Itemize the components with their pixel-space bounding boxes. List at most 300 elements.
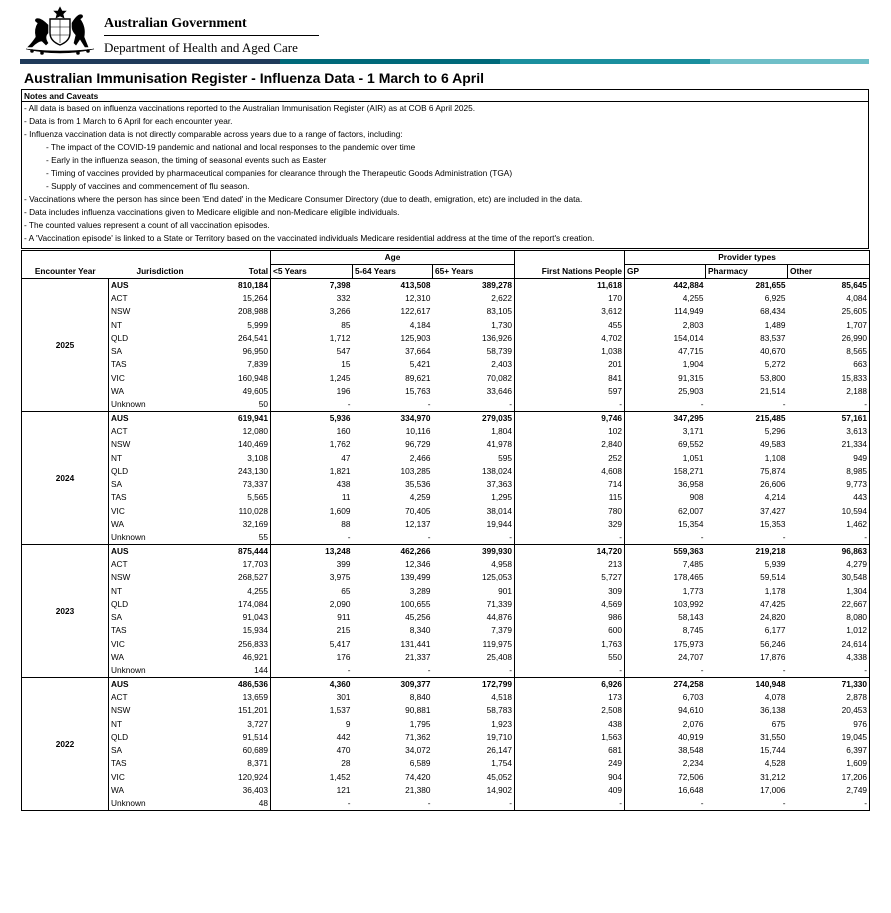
jurisdiction-cell: WA bbox=[109, 518, 212, 531]
first-nations-cell: 904 bbox=[515, 771, 625, 784]
age-5-64-cell: 8,340 bbox=[409, 625, 431, 636]
gp-cell: 3,171 bbox=[625, 425, 706, 438]
pharmacy-cell: 281,655 bbox=[706, 279, 788, 293]
age-65-plus-cell: 33,646 bbox=[486, 385, 513, 396]
total-cell: 15,934 bbox=[242, 625, 268, 636]
header-spacer bbox=[212, 251, 271, 265]
jurisdiction-cell: AUS bbox=[109, 279, 212, 293]
pharmacy-cell: 6,925 bbox=[764, 293, 786, 304]
age-65-plus-cell: 19,710 bbox=[486, 731, 513, 742]
gp-cell: 69,552 bbox=[625, 438, 706, 451]
age-5-64-cell: 71,362 bbox=[405, 731, 431, 742]
header-color-strip bbox=[20, 59, 869, 64]
gp-cell: - bbox=[625, 398, 706, 412]
note-line: - Influenza vaccination data is not directly comparable across years due to a range of factors, including: bbox=[24, 129, 403, 140]
first-nations-cell: 213 bbox=[515, 558, 625, 571]
age-65-plus-cell: 389,278 bbox=[433, 279, 515, 293]
first-nations-cell: - bbox=[515, 398, 625, 412]
total-cell: 160,948 bbox=[238, 372, 268, 383]
age-65-plus-cell: 44,876 bbox=[486, 612, 513, 623]
table-row bbox=[22, 558, 870, 571]
table-row bbox=[22, 757, 870, 770]
total-cell: 243,130 bbox=[238, 465, 268, 476]
under-5-cell: - bbox=[271, 664, 353, 678]
age-65-plus-cell: 41,978 bbox=[486, 439, 513, 450]
other-cell: 1,304 bbox=[788, 585, 870, 598]
col-gp: GP bbox=[625, 265, 706, 279]
gp-cell: 6,703 bbox=[625, 691, 706, 704]
table-row bbox=[22, 545, 870, 559]
coat-of-arms-logo bbox=[20, 5, 100, 57]
jurisdiction-cell: QLD bbox=[109, 731, 212, 744]
gp-cell: 8,745 bbox=[625, 624, 706, 637]
first-nations-cell: - bbox=[515, 797, 625, 811]
under-5-cell: 5,417 bbox=[271, 638, 353, 651]
other-cell: 1,462 bbox=[788, 518, 870, 531]
gp-cell: - bbox=[625, 664, 706, 678]
table-row bbox=[22, 412, 870, 426]
pharmacy-cell: 17,876 bbox=[760, 651, 786, 662]
gp-cell: - bbox=[625, 531, 706, 545]
total-cell: 8,371 bbox=[247, 758, 268, 769]
total-cell: 3,108 bbox=[247, 452, 268, 463]
other-cell: 443 bbox=[788, 491, 870, 504]
table-row bbox=[22, 624, 870, 637]
first-nations-cell: 115 bbox=[515, 491, 625, 504]
pharmacy-cell: 215,485 bbox=[706, 412, 788, 426]
pharmacy-cell: 37,427 bbox=[760, 505, 786, 516]
age-65-plus-cell: 125,053 bbox=[482, 572, 513, 583]
other-cell: - bbox=[788, 531, 870, 545]
age-5-64-cell: 10,116 bbox=[405, 426, 431, 437]
age-65-plus-cell: 1,923 bbox=[491, 718, 513, 729]
jurisdiction-cell: VIC bbox=[109, 505, 212, 518]
gp-cell: 2,234 bbox=[625, 757, 706, 770]
other-cell: 71,330 bbox=[788, 678, 870, 692]
age-5-64-cell: 35,536 bbox=[405, 479, 431, 490]
first-nations-cell: 4,702 bbox=[515, 332, 625, 345]
pharmacy-cell: 31,550 bbox=[760, 731, 786, 742]
age-5-64-cell: 334,970 bbox=[353, 412, 433, 426]
total-cell: 12,080 bbox=[242, 426, 268, 437]
age-65-plus-cell: 37,363 bbox=[486, 479, 513, 490]
jurisdiction-cell: SA bbox=[109, 478, 212, 491]
first-nations-cell: 170 bbox=[515, 292, 625, 305]
first-nations-cell: - bbox=[515, 664, 625, 678]
pharmacy-cell: 40,670 bbox=[760, 346, 786, 357]
total-cell: 144 bbox=[212, 664, 271, 678]
under-5-cell: 13,248 bbox=[271, 545, 353, 559]
other-cell: 19,045 bbox=[788, 731, 870, 744]
other-cell: 976 bbox=[788, 718, 870, 731]
other-cell: 96,863 bbox=[788, 545, 870, 559]
department-name: Department of Health and Aged Care bbox=[104, 40, 298, 55]
first-nations-cell: 14,720 bbox=[515, 545, 625, 559]
influenza-data-table bbox=[21, 250, 870, 811]
total-cell: 110,028 bbox=[238, 505, 268, 516]
total-cell: 151,201 bbox=[238, 705, 268, 716]
age-65-plus-cell: - bbox=[433, 664, 515, 678]
gp-cell: 72,506 bbox=[625, 771, 706, 784]
pharmacy-cell: 15,744 bbox=[760, 745, 786, 756]
jurisdiction-cell: TAS bbox=[109, 757, 212, 770]
jurisdiction-cell: AUS bbox=[109, 412, 212, 426]
age-65-plus-cell: 172,799 bbox=[433, 678, 515, 692]
pharmacy-cell: - bbox=[706, 797, 788, 811]
other-cell: 17,206 bbox=[788, 771, 870, 784]
age-65-plus-cell: 138,024 bbox=[482, 465, 513, 476]
other-cell: 3,613 bbox=[788, 425, 870, 438]
gp-cell: 7,485 bbox=[625, 558, 706, 571]
other-cell: 6,397 bbox=[788, 744, 870, 757]
age-5-64-cell: 37,664 bbox=[405, 346, 431, 357]
table-row bbox=[22, 478, 870, 491]
age-5-64-cell: 413,508 bbox=[353, 279, 433, 293]
under-5-cell: 215 bbox=[271, 624, 353, 637]
first-nations-cell: 986 bbox=[515, 611, 625, 624]
pharmacy-cell: 31,212 bbox=[760, 771, 786, 782]
table-row bbox=[22, 691, 870, 704]
age-65-plus-cell: - bbox=[433, 531, 515, 545]
age-5-64-cell: 122,617 bbox=[400, 306, 431, 317]
table-row bbox=[22, 292, 870, 305]
col-5-64: 5-64 Years bbox=[353, 265, 433, 279]
first-nations-cell: 6,926 bbox=[515, 678, 625, 692]
table-row bbox=[22, 731, 870, 744]
table-row bbox=[22, 319, 870, 332]
first-nations-cell: 841 bbox=[515, 372, 625, 385]
gp-cell: 94,610 bbox=[625, 704, 706, 717]
age-5-64-cell: 89,621 bbox=[405, 372, 431, 383]
pharmacy-cell: 56,246 bbox=[760, 638, 786, 649]
provider-group-header: Provider types bbox=[625, 251, 870, 265]
first-nations-cell: 2,840 bbox=[515, 438, 625, 451]
total-cell: 268,527 bbox=[238, 572, 268, 583]
table-row bbox=[22, 372, 870, 385]
age-5-64-cell: 2,466 bbox=[409, 452, 431, 463]
total-cell: 120,924 bbox=[238, 771, 268, 782]
gp-cell: 154,014 bbox=[625, 332, 706, 345]
jurisdiction-cell: QLD bbox=[109, 465, 212, 478]
other-cell: 8,985 bbox=[788, 465, 870, 478]
first-nations-cell: 1,763 bbox=[515, 638, 625, 651]
age-5-64-cell: 21,337 bbox=[405, 651, 431, 662]
age-5-64-cell: 309,377 bbox=[353, 678, 433, 692]
jurisdiction-cell: Unknown bbox=[109, 398, 212, 412]
pharmacy-cell: 83,537 bbox=[760, 332, 786, 343]
other-cell: 21,334 bbox=[788, 438, 870, 451]
other-cell: 2,878 bbox=[788, 691, 870, 704]
gp-cell: 15,354 bbox=[625, 518, 706, 531]
pharmacy-cell: 49,583 bbox=[760, 439, 786, 450]
note-line: - Timing of vaccines provided by pharmaceutical companies for clearance through the Therapeutic Goods Administration (TGA) bbox=[46, 168, 513, 179]
under-5-cell: 1,712 bbox=[271, 332, 353, 345]
other-cell: 26,990 bbox=[788, 332, 870, 345]
age-65-plus-cell: 58,739 bbox=[486, 346, 513, 357]
encounter-year-cell: 2023 bbox=[22, 545, 109, 678]
pharmacy-cell: 1,489 bbox=[764, 319, 786, 330]
government-name: Australian Government bbox=[104, 16, 247, 31]
age-5-64-cell: 1,795 bbox=[409, 718, 431, 729]
total-cell: 810,184 bbox=[212, 279, 271, 293]
gp-cell: 36,958 bbox=[625, 478, 706, 491]
total-cell: 60,689 bbox=[242, 745, 268, 756]
pharmacy-cell: 675 bbox=[771, 718, 786, 729]
age-65-plus-cell: 25,408 bbox=[486, 651, 513, 662]
age-65-plus-cell: 2,622 bbox=[491, 293, 513, 304]
jurisdiction-cell: TAS bbox=[109, 358, 212, 371]
table-row bbox=[22, 531, 870, 545]
age-65-plus-cell: - bbox=[433, 797, 515, 811]
jurisdiction-cell: TAS bbox=[109, 624, 212, 637]
total-cell: 4,255 bbox=[247, 585, 268, 596]
age-65-plus-cell: 19,944 bbox=[486, 518, 513, 529]
age-65-plus-cell: 1,804 bbox=[491, 426, 513, 437]
gp-cell: 908 bbox=[625, 491, 706, 504]
age-65-plus-cell: 70,082 bbox=[486, 372, 513, 383]
age-5-64-cell: 8,840 bbox=[409, 692, 431, 703]
age-65-plus-cell: 595 bbox=[498, 452, 513, 463]
under-5-cell: 1,762 bbox=[271, 438, 353, 451]
age-65-plus-cell: 901 bbox=[498, 585, 513, 596]
age-65-plus-cell: 83,105 bbox=[486, 306, 513, 317]
under-5-cell: 65 bbox=[271, 585, 353, 598]
gp-cell: 1,904 bbox=[625, 358, 706, 371]
age-65-plus-cell: 38,014 bbox=[486, 505, 513, 516]
age-65-plus-cell: 14,902 bbox=[486, 784, 513, 795]
age-5-64-cell: 21,380 bbox=[405, 784, 431, 795]
other-cell: 20,453 bbox=[788, 704, 870, 717]
pharmacy-cell: 36,138 bbox=[760, 705, 786, 716]
jurisdiction-cell: NSW bbox=[109, 438, 212, 451]
under-5-cell: 301 bbox=[271, 691, 353, 704]
jurisdiction-cell: TAS bbox=[109, 491, 212, 504]
other-cell: 30,548 bbox=[788, 571, 870, 584]
total-cell: 256,833 bbox=[238, 638, 268, 649]
table-row bbox=[22, 718, 870, 731]
note-line: - Data is from 1 March to 6 April for each encounter year. bbox=[24, 116, 233, 127]
age-5-64-cell: 125,903 bbox=[400, 332, 431, 343]
table-row bbox=[22, 797, 870, 811]
jurisdiction-cell: WA bbox=[109, 385, 212, 398]
table-row bbox=[22, 611, 870, 624]
first-nations-cell: - bbox=[515, 531, 625, 545]
age-5-64-cell: 90,881 bbox=[405, 705, 431, 716]
table-row bbox=[22, 784, 870, 797]
pharmacy-cell: 53,800 bbox=[760, 372, 786, 383]
encounter-year-cell: 2022 bbox=[22, 678, 109, 811]
strip-segment bbox=[20, 59, 280, 64]
pharmacy-cell: 21,514 bbox=[760, 385, 786, 396]
header-spacer bbox=[515, 251, 625, 265]
table-row bbox=[22, 771, 870, 784]
other-cell: 1,012 bbox=[788, 624, 870, 637]
under-5-cell: 399 bbox=[271, 558, 353, 571]
under-5-cell: 121 bbox=[271, 784, 353, 797]
gp-cell: - bbox=[625, 797, 706, 811]
age-65-plus-cell: 1,730 bbox=[491, 319, 513, 330]
table-row bbox=[22, 638, 870, 651]
table-row bbox=[22, 398, 870, 412]
gp-cell: 24,707 bbox=[625, 651, 706, 664]
age-5-64-cell: 4,184 bbox=[409, 319, 431, 330]
age-group-header: Age bbox=[271, 251, 515, 265]
first-nations-cell: 438 bbox=[515, 718, 625, 731]
note-line: - All data is based on influenza vaccinations reported to the Australian Immunisation Register (AIR) as at COB 6 April 2025. bbox=[24, 103, 476, 113]
strip-segment bbox=[710, 59, 869, 64]
under-5-cell: 196 bbox=[271, 385, 353, 398]
table-row bbox=[22, 598, 870, 611]
pharmacy-cell: 59,514 bbox=[760, 572, 786, 583]
first-nations-cell: 9,746 bbox=[515, 412, 625, 426]
first-nations-cell: 4,608 bbox=[515, 465, 625, 478]
other-cell: - bbox=[788, 398, 870, 412]
jurisdiction-cell: QLD bbox=[109, 332, 212, 345]
col-other: Other bbox=[788, 265, 870, 279]
table-row bbox=[22, 585, 870, 598]
total-cell: 96,950 bbox=[242, 346, 268, 357]
other-cell: 4,084 bbox=[788, 292, 870, 305]
jurisdiction-cell: AUS bbox=[109, 678, 212, 692]
strip-segment bbox=[500, 59, 710, 64]
age-5-64-cell: 12,346 bbox=[405, 559, 431, 570]
jurisdiction-cell: NSW bbox=[109, 571, 212, 584]
other-cell: 663 bbox=[788, 358, 870, 371]
age-5-64-cell: 70,405 bbox=[405, 505, 431, 516]
total-cell: 36,403 bbox=[242, 784, 268, 795]
other-cell: 10,594 bbox=[788, 505, 870, 518]
pharmacy-cell: 15,353 bbox=[760, 518, 786, 529]
gp-cell: 40,919 bbox=[625, 731, 706, 744]
gp-cell: 2,076 bbox=[625, 718, 706, 731]
total-cell: 5,565 bbox=[247, 492, 268, 503]
gp-cell: 38,548 bbox=[625, 744, 706, 757]
under-5-cell: 332 bbox=[271, 292, 353, 305]
table-row bbox=[22, 438, 870, 451]
pharmacy-cell: 6,177 bbox=[764, 625, 786, 636]
table-row bbox=[22, 385, 870, 398]
age-5-64-cell: 45,256 bbox=[405, 612, 431, 623]
note-line: - The impact of the COVID-19 pandemic and national and local responses to the pandemic over time bbox=[46, 142, 416, 153]
age-5-64-cell: 103,285 bbox=[400, 465, 431, 476]
col-65-plus: 65+ Years bbox=[433, 265, 515, 279]
pharmacy-cell: 1,178 bbox=[764, 585, 786, 596]
under-5-cell: 1,452 bbox=[271, 771, 353, 784]
age-5-64-cell: 139,499 bbox=[400, 572, 431, 583]
table-body bbox=[22, 279, 870, 811]
age-65-plus-cell: 136,926 bbox=[482, 332, 513, 343]
total-cell: 55 bbox=[212, 531, 271, 545]
under-5-cell: 15 bbox=[271, 358, 353, 371]
total-cell: 619,941 bbox=[212, 412, 271, 426]
gp-cell: 58,143 bbox=[625, 611, 706, 624]
age-5-64-cell: 3,289 bbox=[409, 585, 431, 596]
other-cell: 22,667 bbox=[788, 598, 870, 611]
first-nations-cell: 3,612 bbox=[515, 305, 625, 318]
first-nations-cell: 201 bbox=[515, 358, 625, 371]
gp-cell: 347,295 bbox=[625, 412, 706, 426]
gp-cell: 62,007 bbox=[625, 505, 706, 518]
total-cell: 3,727 bbox=[247, 718, 268, 729]
total-cell: 49,605 bbox=[242, 385, 268, 396]
under-5-cell: 47 bbox=[271, 452, 353, 465]
jurisdiction-cell: VIC bbox=[109, 771, 212, 784]
age-5-64-cell: 15,763 bbox=[405, 385, 431, 396]
pharmacy-cell: 17,006 bbox=[760, 784, 786, 795]
pharmacy-cell: - bbox=[706, 531, 788, 545]
age-65-plus-cell: 7,379 bbox=[491, 625, 513, 636]
under-5-cell: - bbox=[271, 797, 353, 811]
table-row bbox=[22, 279, 870, 293]
first-nations-cell: 4,569 bbox=[515, 598, 625, 611]
pharmacy-cell: 4,078 bbox=[764, 692, 786, 703]
total-cell: 32,169 bbox=[242, 518, 268, 529]
notes-lines bbox=[22, 102, 868, 246]
total-cell: 875,444 bbox=[212, 545, 271, 559]
header-divider bbox=[104, 35, 319, 36]
col-pharmacy: Pharmacy bbox=[706, 265, 788, 279]
jurisdiction-cell: WA bbox=[109, 651, 212, 664]
other-cell: 9,773 bbox=[788, 478, 870, 491]
jurisdiction-cell: SA bbox=[109, 345, 212, 358]
pharmacy-cell: - bbox=[706, 398, 788, 412]
table-row bbox=[22, 345, 870, 358]
note-line: - Vaccinations where the person has since been 'End dated' in the Medicare Consumer Directory (due to death, emigration, etc) are included in the data. bbox=[24, 194, 583, 205]
other-cell: 949 bbox=[788, 452, 870, 465]
table-row bbox=[22, 518, 870, 531]
age-65-plus-cell: 45,052 bbox=[486, 771, 513, 782]
pharmacy-cell: 140,948 bbox=[706, 678, 788, 692]
total-cell: 264,541 bbox=[238, 332, 268, 343]
pharmacy-cell: 24,820 bbox=[760, 612, 786, 623]
age-5-64-cell: 131,441 bbox=[400, 638, 431, 649]
gp-cell: 442,884 bbox=[625, 279, 706, 293]
under-5-cell: 2,090 bbox=[271, 598, 353, 611]
table-row bbox=[22, 704, 870, 717]
age-65-plus-cell: 2,403 bbox=[491, 359, 513, 370]
pharmacy-cell: 47,425 bbox=[760, 598, 786, 609]
age-5-64-cell: 100,655 bbox=[400, 598, 431, 609]
first-nations-cell: 102 bbox=[515, 425, 625, 438]
other-cell: 25,605 bbox=[788, 305, 870, 318]
table-row bbox=[22, 571, 870, 584]
header-spacer bbox=[109, 251, 212, 265]
age-65-plus-cell: 399,930 bbox=[433, 545, 515, 559]
jurisdiction-cell: NSW bbox=[109, 305, 212, 318]
gp-cell: 158,271 bbox=[625, 465, 706, 478]
gp-cell: 103,992 bbox=[625, 598, 706, 611]
other-cell: 4,338 bbox=[788, 651, 870, 664]
age-65-plus-cell: 119,975 bbox=[482, 638, 513, 649]
under-5-cell: 438 bbox=[271, 478, 353, 491]
under-5-cell: 1,821 bbox=[271, 465, 353, 478]
table-row bbox=[22, 358, 870, 371]
under-5-cell: 160 bbox=[271, 425, 353, 438]
first-nations-cell: 780 bbox=[515, 505, 625, 518]
jurisdiction-cell: WA bbox=[109, 784, 212, 797]
pharmacy-cell: 5,272 bbox=[764, 359, 786, 370]
gp-cell: 175,973 bbox=[625, 638, 706, 651]
total-cell: 486,536 bbox=[212, 678, 271, 692]
age-5-64-cell: 12,310 bbox=[405, 293, 431, 304]
page-title: Australian Immunisation Register - Influenza Data - 1 March to 6 April bbox=[24, 70, 485, 86]
age-65-plus-cell: 26,147 bbox=[486, 745, 513, 756]
jurisdiction-cell: Unknown bbox=[109, 664, 212, 678]
total-cell: 7,839 bbox=[247, 359, 268, 370]
jurisdiction-cell: SA bbox=[109, 611, 212, 624]
jurisdiction-cell: NT bbox=[109, 585, 212, 598]
other-cell: 15,833 bbox=[788, 372, 870, 385]
